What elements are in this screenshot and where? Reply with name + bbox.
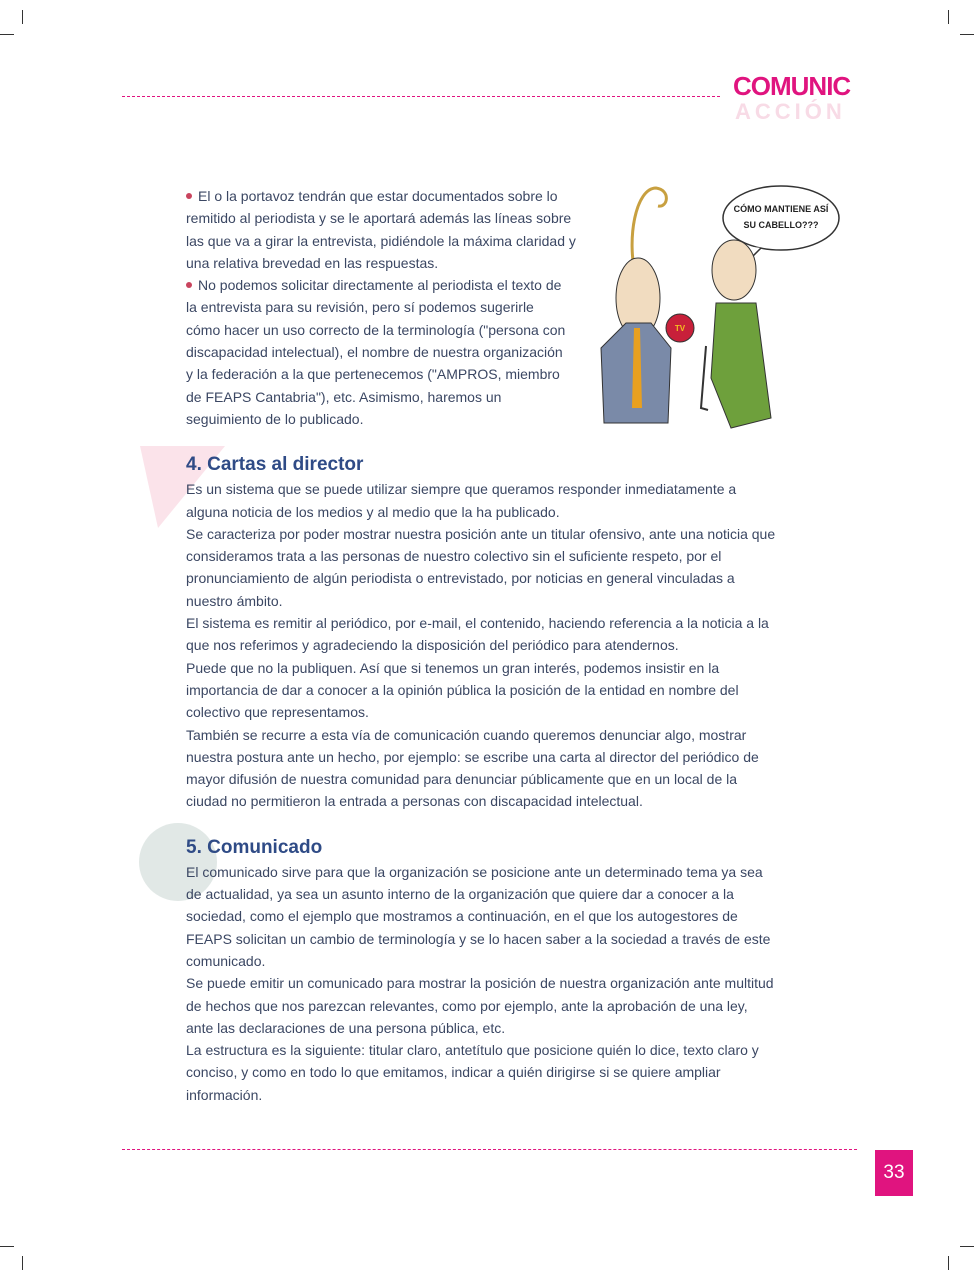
paragraph: El sistema es remitir al periódico, por e-mail, el contenido, haciendo referencia a la noticia a la que nos referimos y agradeciendo la disposición del periódico para atendernos. (186, 615, 769, 654)
speech-text-2: SU CABELLO??? (743, 220, 819, 230)
section-heading: 4. Cartas al director (186, 454, 364, 476)
bullet-item (186, 274, 566, 430)
paragraph: Se puede emitir un comunicado para mostrar la posición de nuestra organización ante multitud de hechos que nos parezcan relevantes, como por ejemplo, ante la aprobación de una ley, ante las declaraciones de una persona pública, etc. (186, 975, 774, 1036)
section-comunicado (186, 835, 776, 1106)
paragraph: La estructura es la siguiente: titular claro, antetítulo que posicione quién lo dice, texto claro y conciso, y como en todo lo que emitamos, indicar a quién dirigirse si se quiere ampliar información. (186, 1042, 759, 1103)
mic-label: TV (674, 324, 686, 333)
section-cartas (186, 452, 776, 812)
paragraph: El comunicado sirve para que la organización se posicione ante un determinado tema ya sea de actualidad, ya sea un asunto interno de la organización que quiere dar a conocer a la sociedad, como el ejemplo que mostramos a continuación, en el que los autogestores de FEAPS solicitan un cambio de terminología y se lo hacen saber a la sociedad a través de este comunicado. (186, 863, 771, 969)
paragraph: Es un sistema que se puede utilizar siempre que queramos responder inmediatamente a alguna noticia de los medios y al medio que la ha publicado. (186, 481, 737, 520)
logo (733, 72, 863, 128)
page-number: 33 (875, 1150, 913, 1196)
header-divider (122, 96, 720, 97)
bullet-icon (186, 193, 192, 199)
bullet-item (186, 185, 586, 274)
bullet-text: El o la portavoz tendrán que estar documentados sobre lo remitido al periodista y se le aportará además las líneas sobre las que va a girar la entrevista, pidiéndole la máxima claridad y una relativa brevedad en las respuestas. (186, 188, 576, 271)
footer-divider (122, 1149, 857, 1150)
logo-line1: COMUNIC (733, 71, 851, 101)
main-text (186, 185, 776, 1106)
crop-mark (22, 1256, 23, 1270)
crop-mark (22, 10, 23, 24)
speech-text-1: CÓMO MANTIENE ASÍ (733, 204, 829, 214)
section-heading: 5. Comunicado (186, 836, 323, 858)
paragraph: Puede que no la publiquen. Así que si tenemos un gran interés, podemos insistir en la importancia de dar a conocer a la opinión pública la posición de la entidad en nombre del colectivo que representamos. (186, 659, 739, 721)
paragraph: Se caracteriza por poder mostrar nuestra posición ante un titular ofensivo, ante una noticia que consideramos trata a las personas de nuestro colectivo sin el suficiente respeto, por el pronunciamiento de algún periodista o entrevistado, por noticias en general vinculadas a nuestro ámbito. (186, 525, 776, 609)
bullet-icon (186, 282, 192, 288)
crop-mark (948, 10, 949, 24)
crop-mark (960, 1246, 974, 1247)
intro-text (186, 185, 586, 430)
crop-mark (0, 34, 14, 35)
paragraph: También se recurre a esta vía de comunicación cuando queremos denunciar algo, mostrar nuestra postura ante un hecho, por ejemplo: se escribe una carta al director del periódico de mayor difusión de nuestra comunidad para denunciar públicamente que en un local de la ciudad no permitieron la entrada a personas con discapacidad intelectual. (186, 726, 759, 810)
crop-mark (948, 1256, 949, 1270)
crop-mark (960, 34, 974, 35)
crop-mark (0, 1246, 14, 1247)
bullet-text: No podemos solicitar directamente al periodista el texto de la entrevista para su revisión, pero sí podemos sugerirle cómo hacer un uso correcto de la terminología ("persona con discapacidad intelectual), el nombre de nuestra organización y la federación a la que pertenecemos ("AMPROS, miembro de FEAPS Cantabria"), etc. Asimismo, haremos un seguimiento de lo publicado. (186, 277, 566, 427)
logo-line2: ACCIÓN (735, 99, 846, 124)
